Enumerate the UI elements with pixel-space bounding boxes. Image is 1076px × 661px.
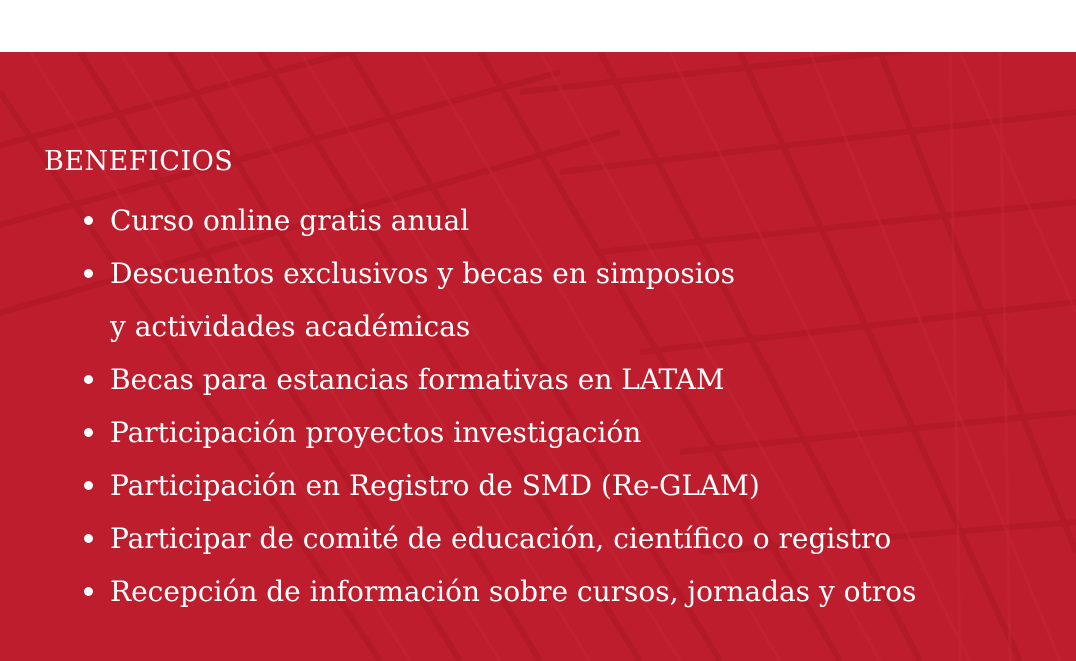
list-item — [82, 247, 916, 353]
list-item — [82, 353, 916, 406]
benefits-content — [44, 142, 916, 618]
list-item-text: Becas para estancias formativas en LATAM — [110, 363, 725, 396]
bullet-icon — [84, 216, 93, 225]
list-item-text: Participación proyectos investigación — [110, 416, 642, 449]
list-item-text: Participación en Registro de SMD (Re-GLAM) — [110, 469, 760, 502]
list-item-text: Curso online gratis anual — [110, 204, 470, 237]
bullet-icon — [84, 269, 93, 278]
list-item — [82, 512, 916, 565]
bullet-icon — [84, 587, 93, 596]
list-item-text: Recepción de información sobre cursos, jornadas y otros — [110, 575, 917, 608]
benefits-heading: BENEFICIOS — [44, 146, 234, 177]
list-item — [82, 459, 916, 512]
list-item — [82, 194, 916, 247]
benefits-banner — [0, 52, 1076, 661]
bullet-icon — [84, 534, 93, 543]
list-item-text-continued: y actividades académicas — [110, 310, 471, 343]
list-item-text: Participar de comité de educación, científico o registro — [110, 522, 892, 555]
top-white-strip — [0, 0, 1076, 52]
bullet-icon — [84, 428, 93, 437]
list-item — [82, 406, 916, 459]
bullet-icon — [84, 481, 93, 490]
list-item-text: Descuentos exclusivos y becas en simposios — [110, 257, 735, 290]
list-item — [82, 565, 916, 618]
benefits-list — [44, 194, 916, 618]
bullet-icon — [84, 375, 93, 384]
